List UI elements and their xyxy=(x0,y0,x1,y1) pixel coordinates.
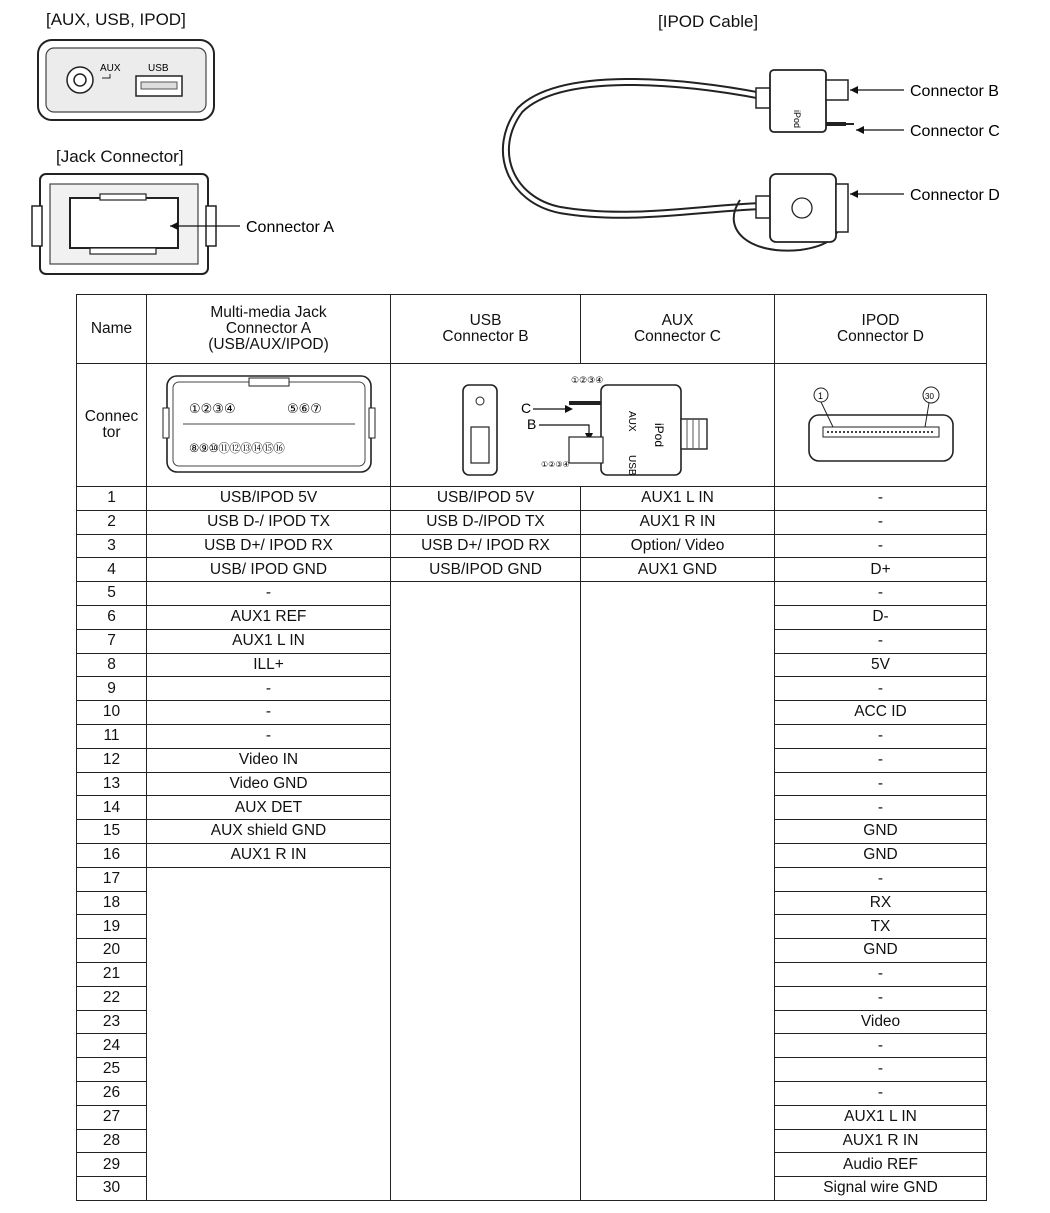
connector-d-cell: Audio REF xyxy=(775,1153,987,1177)
header-name: Name xyxy=(77,295,147,364)
connector-c-cell xyxy=(581,582,775,606)
connector-d-cell: RX xyxy=(775,891,987,915)
connector-d-cell: AUX1 L IN xyxy=(775,1105,987,1129)
table-row xyxy=(77,796,987,820)
table-row xyxy=(77,534,987,558)
ipod-cable-drawing xyxy=(500,50,1040,270)
connector-b-cell xyxy=(391,629,581,653)
connector-c-cell xyxy=(581,843,775,867)
pin-number-cell: 7 xyxy=(77,629,147,653)
connector-a-cell: ILL+ xyxy=(147,653,391,677)
connector-a-cell xyxy=(147,962,391,986)
connector-d-cell: GND xyxy=(775,843,987,867)
connector-b-cell xyxy=(391,653,581,677)
jack-connector-title: [Jack Connector] xyxy=(56,147,184,166)
table-row xyxy=(77,1034,987,1058)
table-row xyxy=(77,1058,987,1082)
connector-c-cell xyxy=(581,677,775,701)
connector-c-cell xyxy=(581,1058,775,1082)
connector-b-cell xyxy=(391,1105,581,1129)
table-row xyxy=(77,986,987,1010)
connector-a-cell xyxy=(147,1010,391,1034)
pin-number-cell: 15 xyxy=(77,820,147,844)
connector-d-cell: AUX1 R IN xyxy=(775,1129,987,1153)
table-row xyxy=(77,1105,987,1129)
connector-c-cell xyxy=(581,1081,775,1105)
connector-a-cell: - xyxy=(147,677,391,701)
connector-a-cell xyxy=(147,986,391,1010)
pin-number-cell: 3 xyxy=(77,534,147,558)
connector-d-cell: GND xyxy=(775,939,987,963)
connector-a-cell xyxy=(147,891,391,915)
connector-a-cell: Video GND xyxy=(147,772,391,796)
pin-number-cell: 20 xyxy=(77,939,147,963)
pin-number-cell: 22 xyxy=(77,986,147,1010)
connector-d-cell: - xyxy=(775,1081,987,1105)
table-row xyxy=(77,939,987,963)
table-row xyxy=(77,1153,987,1177)
connector-d-cell: D+ xyxy=(775,558,987,582)
pin-number-cell: 16 xyxy=(77,843,147,867)
ipod-pinout-cell xyxy=(775,364,987,487)
connector-d-cell: - xyxy=(775,1058,987,1082)
connector-b-cell xyxy=(391,677,581,701)
connector-b-cell: USB D+/ IPOD RX xyxy=(391,534,581,558)
connector-c-cell xyxy=(581,891,775,915)
connector-b-cell xyxy=(391,582,581,606)
pin-number-cell: 1 xyxy=(77,487,147,511)
pin-number-cell: 6 xyxy=(77,605,147,629)
table-row xyxy=(77,629,987,653)
connector-c-callout: Connector C xyxy=(910,123,1000,140)
connector-d-cell: - xyxy=(775,582,987,606)
connector-a-cell: AUX1 L IN xyxy=(147,629,391,653)
connector-c-cell xyxy=(581,724,775,748)
connector-b-cell xyxy=(391,1010,581,1034)
jack-connector-drawing xyxy=(30,170,360,280)
connector-b-cell xyxy=(391,605,581,629)
connector-d-cell: 5V xyxy=(775,653,987,677)
svg-text:⑤⑥⑦: ⑤⑥⑦ xyxy=(286,400,322,416)
connector-d-cell: D- xyxy=(775,605,987,629)
pin-number-cell: 10 xyxy=(77,701,147,725)
svg-text:①②③④: ①②③④ xyxy=(188,400,236,416)
connector-d-cell: - xyxy=(775,867,987,891)
connector-a-cell xyxy=(147,1129,391,1153)
connector-c-cell xyxy=(581,653,775,677)
pin-number-cell: 26 xyxy=(77,1081,147,1105)
svg-text:B: B xyxy=(526,415,536,432)
connector-b-cell xyxy=(391,1058,581,1082)
connector-a-cell: AUX shield GND xyxy=(147,820,391,844)
table-row xyxy=(77,582,987,606)
aux-plug-icon xyxy=(601,385,681,475)
connector-c-cell xyxy=(581,1153,775,1177)
connector-b-cell xyxy=(391,820,581,844)
connector-a-cell: USB D-/ IPOD TX xyxy=(147,510,391,534)
connector-d-cell: - xyxy=(775,986,987,1010)
table-header-row xyxy=(77,295,987,364)
connector-c-cell xyxy=(581,748,775,772)
pin-number-cell: 8 xyxy=(77,653,147,677)
table-row xyxy=(77,653,987,677)
connector-c-cell: Option/ Video xyxy=(581,534,775,558)
svg-text:⑧⑨⑩⑪⑫⑬⑭⑮⑯: ⑧⑨⑩⑪⑫⑬⑭⑮⑯ xyxy=(188,442,284,455)
table-row xyxy=(77,843,987,867)
pin-number-cell: 24 xyxy=(77,1034,147,1058)
pin-number-cell: 19 xyxy=(77,915,147,939)
connector-d-cell: - xyxy=(775,796,987,820)
jack-connector-pinout-cell xyxy=(147,364,391,487)
connector-a-cell: AUX1 REF xyxy=(147,605,391,629)
connector-a-cell: - xyxy=(147,701,391,725)
svg-text:C: C xyxy=(520,399,531,416)
connector-a-cell: USB/ IPOD GND xyxy=(147,558,391,582)
aux-usb-faceplate-drawing xyxy=(36,38,218,124)
connector-c-cell xyxy=(581,939,775,963)
connector-b-cell xyxy=(391,796,581,820)
connector-c-cell xyxy=(581,605,775,629)
connector-a-cell: USB D+/ IPOD RX xyxy=(147,534,391,558)
connector-c-cell xyxy=(581,701,775,725)
header-connector-a: Multi-media Jack Connector A (USB/AUX/IPOD) xyxy=(147,295,391,364)
connector-b-cell xyxy=(391,1177,581,1201)
table-row xyxy=(77,867,987,891)
connector-image-row xyxy=(77,364,987,487)
connector-c-cell xyxy=(581,1010,775,1034)
connector-d-cell: - xyxy=(775,1034,987,1058)
connector-row-label: Connec tor xyxy=(77,364,147,487)
connector-a-cell: AUX1 R IN xyxy=(147,843,391,867)
connector-b-cell xyxy=(391,701,581,725)
connector-a-cell: - xyxy=(147,724,391,748)
connector-d-cell: Signal wire GND xyxy=(775,1177,987,1201)
connector-a-cell: - xyxy=(147,582,391,606)
table-row xyxy=(77,558,987,582)
header-connector-c: AUX Connector C xyxy=(581,295,775,364)
connector-d-cell: - xyxy=(775,487,987,511)
pin-number-cell: 13 xyxy=(77,772,147,796)
table-row xyxy=(77,962,987,986)
table-row xyxy=(77,772,987,796)
connector-c-cell: AUX1 GND xyxy=(581,558,775,582)
connector-b-cell xyxy=(391,1034,581,1058)
connector-a-cell xyxy=(147,1153,391,1177)
svg-text:iPod: iPod xyxy=(651,422,666,447)
connector-c-cell xyxy=(581,1034,775,1058)
connector-b-cell xyxy=(391,891,581,915)
pin-number-cell: 21 xyxy=(77,962,147,986)
table-row xyxy=(77,701,987,725)
connector-d-cell: - xyxy=(775,724,987,748)
connector-b-cell xyxy=(391,867,581,891)
connector-b-cell: USB D-/IPOD TX xyxy=(391,510,581,534)
pin-number-cell: 2 xyxy=(77,510,147,534)
connector-a-cell xyxy=(147,1105,391,1129)
connector-d-cell: ACC ID xyxy=(775,701,987,725)
table-row xyxy=(77,724,987,748)
connector-b-cell xyxy=(391,986,581,1010)
header-connector-d: IPOD Connector D xyxy=(775,295,987,364)
connector-c-cell xyxy=(581,867,775,891)
connector-b-callout: Connector B xyxy=(910,83,999,100)
table-row xyxy=(77,510,987,534)
connector-d-cell: - xyxy=(775,772,987,796)
connector-b-cell xyxy=(391,748,581,772)
table-row xyxy=(77,1010,987,1034)
connector-b-cell xyxy=(391,724,581,748)
table-row xyxy=(77,605,987,629)
connector-a-cell: Video IN xyxy=(147,748,391,772)
connector-c-cell xyxy=(581,962,775,986)
table-row xyxy=(77,891,987,915)
connector-d-cell: - xyxy=(775,629,987,653)
svg-text:1: 1 xyxy=(817,390,823,401)
connector-a-cell xyxy=(147,939,391,963)
connector-b-cell xyxy=(391,843,581,867)
pin-number-cell: 5 xyxy=(77,582,147,606)
connector-d-cell: TX xyxy=(775,915,987,939)
connector-a-callout: Connector A xyxy=(246,219,335,236)
svg-text:①②③④: ①②③④ xyxy=(570,374,603,385)
connector-c-cell: AUX1 R IN xyxy=(581,510,775,534)
connector-a-cell xyxy=(147,915,391,939)
connector-b-cell: USB/IPOD 5V xyxy=(391,487,581,511)
pin-number-cell: 9 xyxy=(77,677,147,701)
pin-number-cell: 25 xyxy=(77,1058,147,1082)
connector-a-cell xyxy=(147,1081,391,1105)
connector-a-cell xyxy=(147,1177,391,1201)
connector-d-cell: GND xyxy=(775,820,987,844)
usb-aux-pinout-drawing xyxy=(393,367,773,479)
connector-d-cell: - xyxy=(775,510,987,534)
connector-c-cell xyxy=(581,820,775,844)
connector-c-cell xyxy=(581,986,775,1010)
connector-b-cell xyxy=(391,1129,581,1153)
connector-a-cell: AUX DET xyxy=(147,796,391,820)
header-connector-b: USB Connector B xyxy=(391,295,581,364)
pin-number-cell: 4 xyxy=(77,558,147,582)
connector-c-cell: AUX1 L IN xyxy=(581,487,775,511)
connector-c-cell xyxy=(581,796,775,820)
svg-text:USB: USB xyxy=(625,454,637,476)
connector-d-cell: - xyxy=(775,962,987,986)
faceplate-aux-label: AUX xyxy=(100,63,121,74)
connector-c-cell xyxy=(581,772,775,796)
pin-number-cell: 30 xyxy=(77,1177,147,1201)
pin-number-cell: 11 xyxy=(77,724,147,748)
connector-b-cell xyxy=(391,1081,581,1105)
aux-usb-ipod-title: [AUX, USB, IPOD] xyxy=(46,10,186,29)
connector-d-cell: - xyxy=(775,534,987,558)
svg-text:30: 30 xyxy=(924,391,934,401)
connector-c-cell xyxy=(581,1177,775,1201)
connector-b-cell: USB/IPOD GND xyxy=(391,558,581,582)
table-row xyxy=(77,1081,987,1105)
pinout-table xyxy=(76,294,987,1201)
ipod-pinout-drawing xyxy=(781,373,981,473)
table-row xyxy=(77,1177,987,1201)
connector-c-cell xyxy=(581,915,775,939)
pin-number-cell: 27 xyxy=(77,1105,147,1129)
pin-number-cell: 17 xyxy=(77,867,147,891)
pin-number-cell: 23 xyxy=(77,1010,147,1034)
connector-c-cell xyxy=(581,1105,775,1129)
table-row xyxy=(77,915,987,939)
pin-number-cell: 12 xyxy=(77,748,147,772)
connector-b-cell xyxy=(391,772,581,796)
usb-aux-pinout-cell xyxy=(391,364,775,487)
faceplate-usb-label: USB xyxy=(148,63,169,74)
pin-number-cell: 28 xyxy=(77,1129,147,1153)
connector-a-cell xyxy=(147,867,391,891)
pin-number-cell: 18 xyxy=(77,891,147,915)
jack-pinout-drawing xyxy=(159,368,379,478)
connector-a-cell xyxy=(147,1034,391,1058)
table-row xyxy=(77,677,987,701)
connector-d-cell: - xyxy=(775,748,987,772)
svg-text:①②③④: ①②③④ xyxy=(540,459,570,469)
pin-number-cell: 14 xyxy=(77,796,147,820)
connector-d-cell: Video xyxy=(775,1010,987,1034)
table-row xyxy=(77,820,987,844)
table-row xyxy=(77,487,987,511)
table-row xyxy=(77,1129,987,1153)
connector-b-cell xyxy=(391,962,581,986)
ipod-cable-title: [IPOD Cable] xyxy=(658,12,759,31)
svg-text:iPod: iPod xyxy=(792,110,802,129)
connector-a-cell: USB/IPOD 5V xyxy=(147,487,391,511)
svg-text:AUX: AUX xyxy=(625,410,637,432)
connector-d-callout: Connector D xyxy=(910,187,1000,204)
connector-d-cell: - xyxy=(775,677,987,701)
connector-c-cell xyxy=(581,1129,775,1153)
table-row xyxy=(77,748,987,772)
connector-b-cell xyxy=(391,915,581,939)
pin-number-cell: 29 xyxy=(77,1153,147,1177)
connector-c-cell xyxy=(581,629,775,653)
connector-a-cell xyxy=(147,1058,391,1082)
connector-b-cell xyxy=(391,1153,581,1177)
connector-b-cell xyxy=(391,939,581,963)
